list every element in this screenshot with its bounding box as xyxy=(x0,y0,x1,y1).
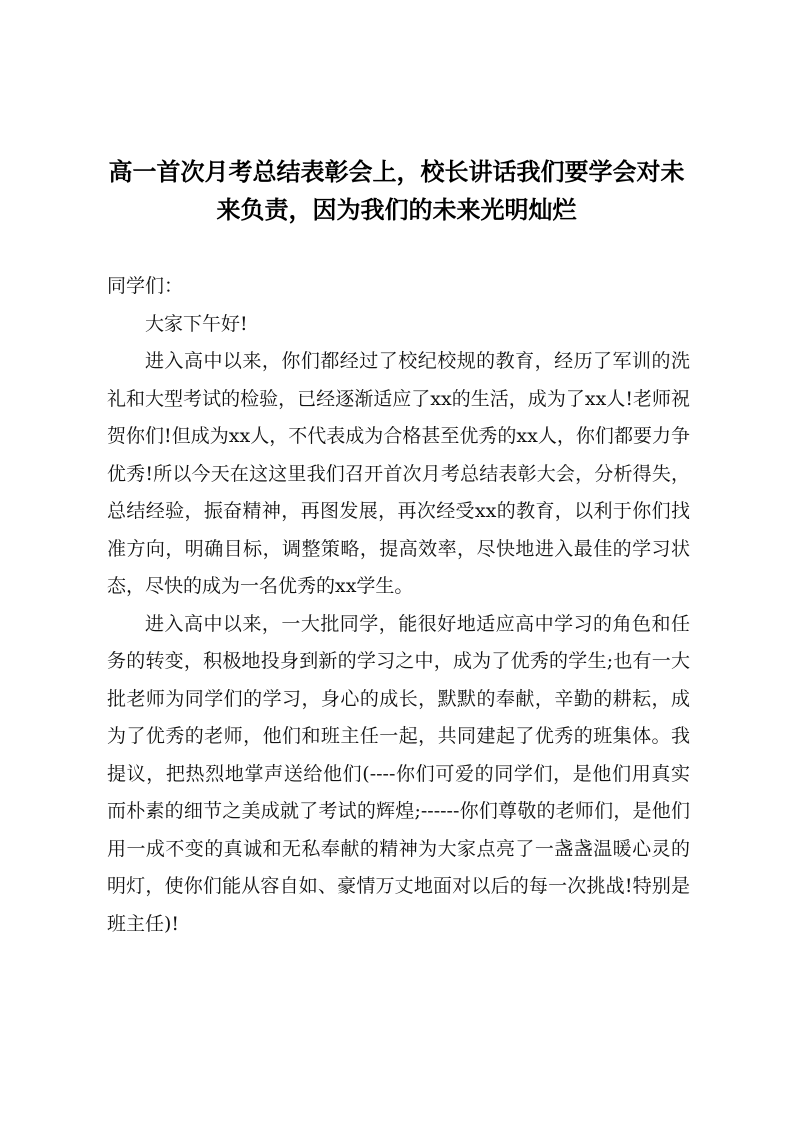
document-body xyxy=(107,268,690,943)
paragraph-greeting: 大家下午好! xyxy=(145,312,248,335)
salutation: 同学们： xyxy=(107,275,184,297)
paragraph-2: 进入高中以来，一大批同学，能很好地适应高中学习的角色和任务的转变，积极地投身到新的学习之中，成为了优秀的学生;也有一大批老师为同学们的学习，身心的成长，默默的奉献，辛勤的耕耘，成为了优秀的老师，他们和班主任一起，共同建起了优秀的班集体。我提议，把热烈地掌声送给他们(----你们可爱的同学们，是他们用真实而朴素的细节之美成就了考试的辉煌;------你们尊敬的老师们，是他们用一成不变的真诚和无私奉献的精神为大家点亮了一盏盏温暖心灵的明灯，使你们能从容自如、豪情万丈地面对以后的每一次挑战!特别是班主任)! xyxy=(107,612,690,935)
document-title: 高一首次月考总结表彰会上，校长讲话我们要学会对未来负责，因为我们的未来光明灿烂 xyxy=(108,158,685,224)
paragraph-1: 进入高中以来，你们都经过了校纪校规的教育，经历了军训的洗礼和大型考试的检验，已经逐渐适应了xx的生活，成为了xx人!老师祝贺你们!但成为xx人，不代表成为合格甚至优秀的xx人，你们都要力争优秀!所以今天在这这里我们召开首次月考总结表彰大会，分析得失，总结经验，振奋精神，再图发展，再次经受xx的教育，以利于你们找准方向，明确目标，调整策略，提高效率，尽快地进入最佳的学习状态，尽快的成为一名优秀的xx学生。 xyxy=(107,350,690,597)
